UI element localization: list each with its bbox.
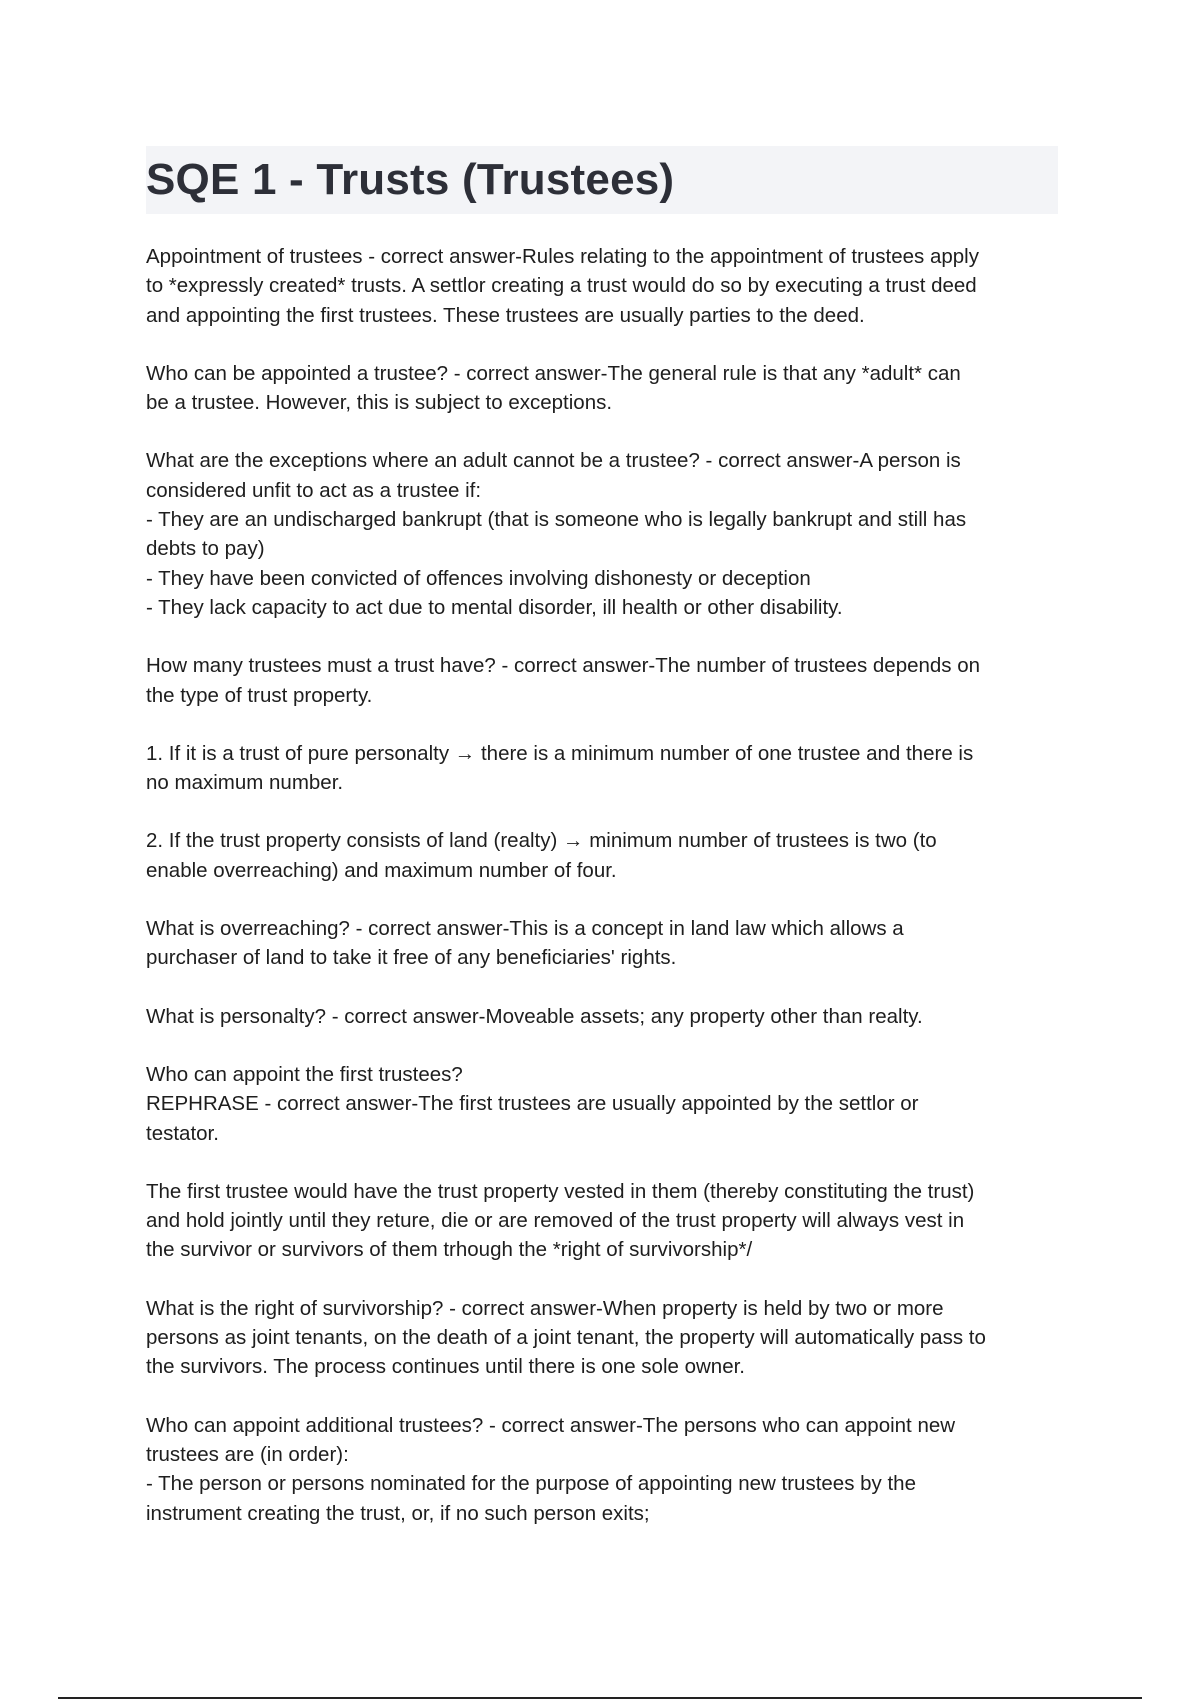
text-line: to *expressly created* trusts. A settlor creating a trust would do so by executing a trust deed [146,274,977,298]
text-line: - They have been convicted of offences involving dishonesty or deception [146,566,811,590]
text-line: persons as joint tenants, on the death of a joint tenant, the property will automatically pass to [146,1326,986,1350]
text-line: Who can appoint additional trustees? - correct answer-The persons who can appoint new [146,1413,956,1437]
qa-paragraph [146,242,1058,330]
text-line: trustees are (in order): [146,1442,349,1466]
text-line: and hold jointly until they reture, die or are removed of the trust property will always vest in [146,1209,965,1233]
text-line: - The person or persons nominated for the purpose of appointing new trustees by the [146,1472,916,1496]
text-line: no maximum number. [146,771,344,795]
text-line: enable overreaching) and maximum number of four. [146,858,617,882]
text-line: REPHRASE - correct answer-The first trustees are usually appointed by the settlor or [146,1092,919,1116]
qa-paragraph [146,914,1058,973]
text-line: What are the exceptions where an adult cannot be a trustee? - correct answer-A person is [146,449,961,473]
document-page [146,146,1058,1557]
qa-paragraph [146,739,1058,798]
text-line: How many trustees must a trust have? - correct answer-The number of trustees depends on [146,654,981,678]
qa-paragraph [146,1060,1058,1148]
text-line: be a trustee. However, this is subject to exceptions. [146,391,613,415]
text-line: What is the right of survivorship? - correct answer-When property is held by two or more [146,1296,944,1320]
qa-paragraph [146,446,1058,622]
text-line: considered unfit to act as a trustee if: [146,478,482,502]
text-line: Who can be appointed a trustee? - correct answer-The general rule is that any *adult* can [146,361,961,385]
document-body [146,242,1058,1528]
text-line: 1. If it is a trust of pure personalty → there is a minimum number of one trustee and there is [146,741,974,765]
text-line: The first trustee would have the trust property vested in them (thereby constituting the trust) [146,1179,975,1203]
text-line: debts to pay) [146,537,265,561]
text-line: What is overreaching? - correct answer-This is a concept in land law which allows a [146,917,904,941]
text-line: the type of trust property. [146,683,373,707]
text-line: the survivors. The process continues until there is one sole owner. [146,1355,745,1379]
text-line: Appointment of trustees - correct answer-Rules relating to the appointment of trustees apply [146,245,979,268]
text-line: the survivor or survivors of them trhough the *right of survivorship*/ [146,1238,753,1262]
text-line: instrument creating the trust, or, if no such person exits; [146,1501,650,1525]
qa-paragraph [146,1411,1058,1528]
text-line: 2. If the trust property consists of land (realty) → minimum number of trustees is two (to [146,829,937,853]
text-line: and appointing the first trustees. These trustees are usually parties to the deed. [146,303,865,327]
text-line: testator. [146,1121,219,1145]
page-title: SQE 1 - Trusts (Trustees) [146,155,675,204]
footer-divider [58,1697,1142,1699]
text-line: What is personalty? - correct answer-Moveable assets; any property other than realty. [146,1004,923,1028]
title-banner [146,146,1058,214]
text-line: Who can appoint the first trustees? [146,1062,463,1086]
qa-paragraph [146,359,1058,418]
qa-paragraph [146,651,1058,710]
text-line: purchaser of land to take it free of any beneficiaries' rights. [146,946,677,970]
qa-paragraph [146,1177,1058,1265]
qa-paragraph [146,1294,1058,1382]
text-line: - They are an undischarged bankrupt (that is someone who is legally bankrupt and still has [146,508,967,532]
qa-paragraph [146,826,1058,885]
text-line: - They lack capacity to act due to mental disorder, ill health or other disability. [146,595,843,619]
qa-paragraph [146,1002,1058,1031]
